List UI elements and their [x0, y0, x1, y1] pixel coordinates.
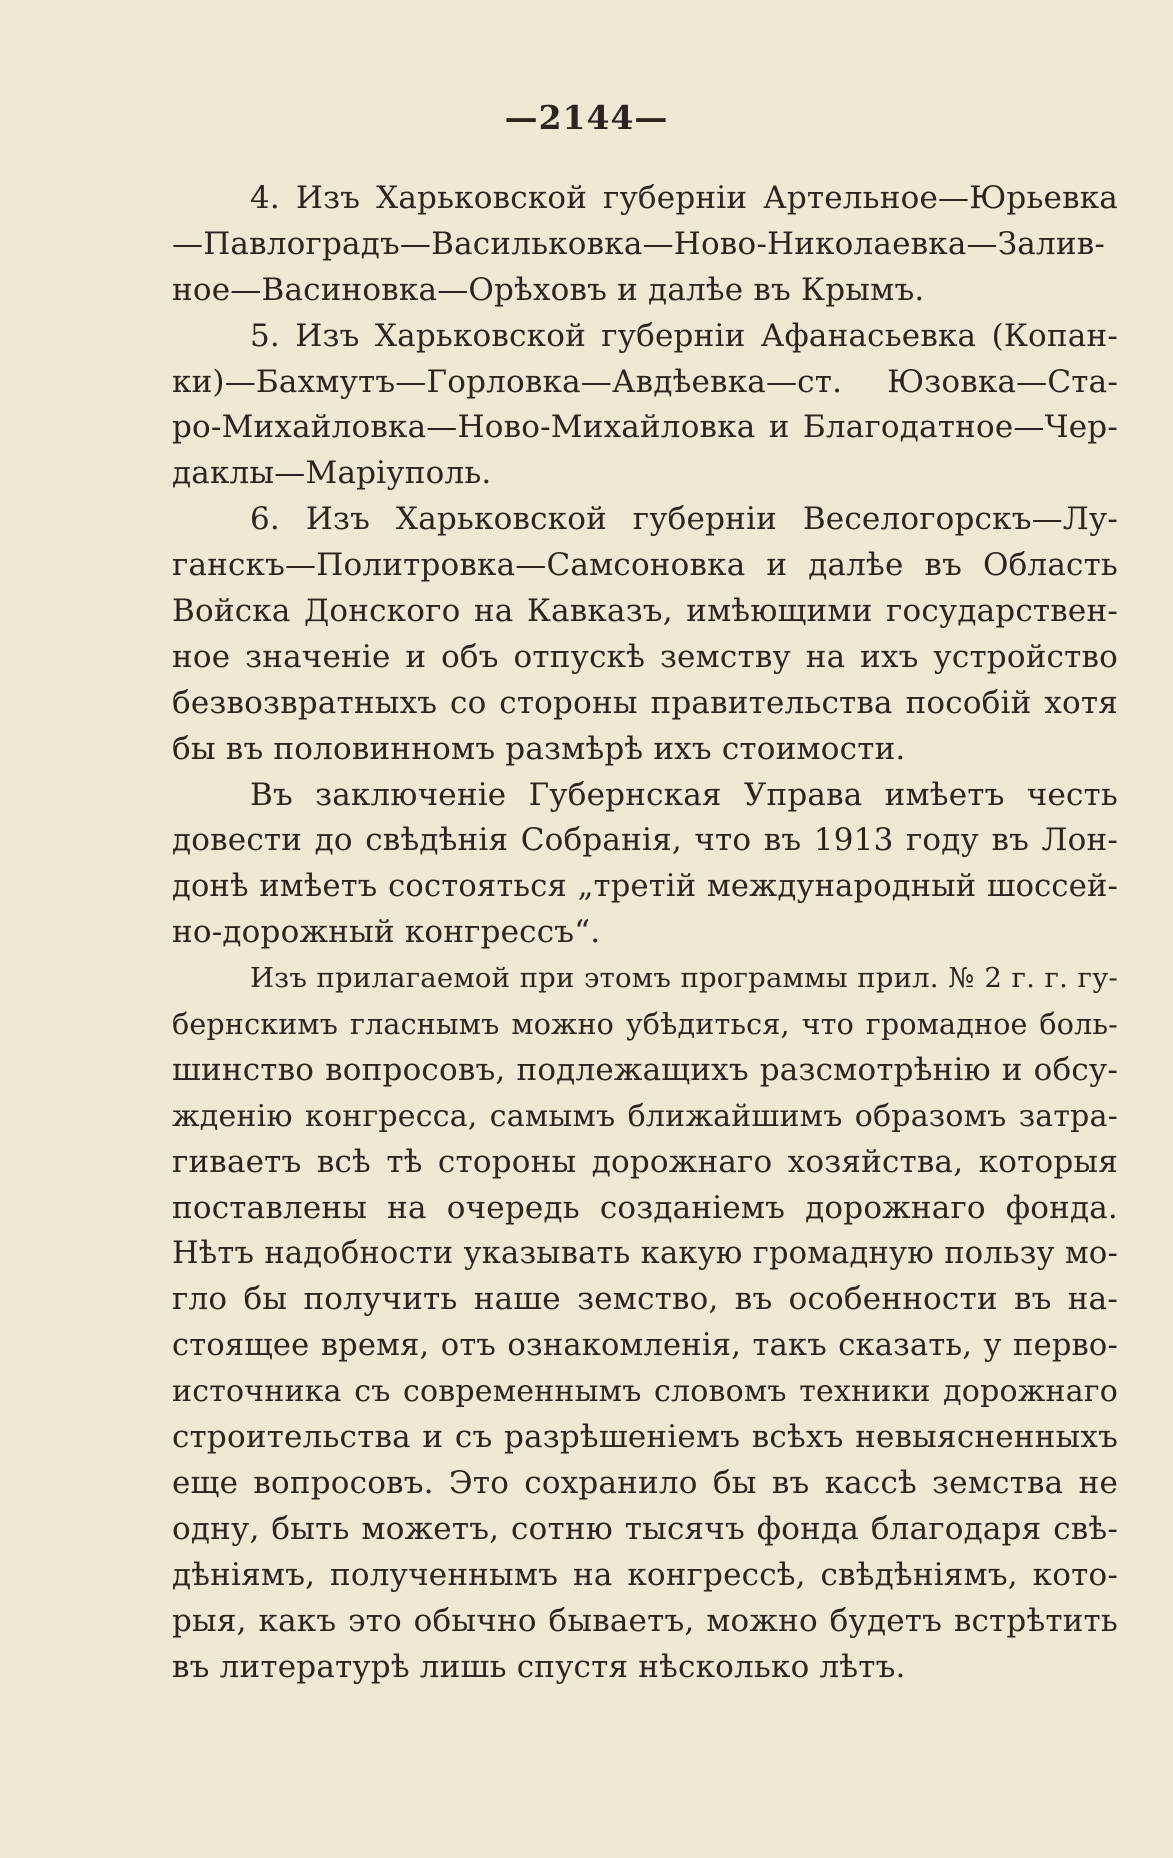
text-line: донѣ имѣетъ состояться „третій международный шоссей- [172, 869, 1118, 905]
text-line: ное—Васиновка—Орѣховъ и далѣе въ Крымъ. [172, 271, 925, 308]
text-line: дѣніямъ, полученнымъ на конгрессѣ, свѣдѣніямъ, кото- [172, 1556, 1118, 1593]
text-line: безвозвратныхъ со стороны правительства пособій хотя [172, 684, 1118, 721]
page-number: —2144— [504, 98, 669, 137]
text-line: жденію конгресса, самымъ ближайшимъ образомъ затра- [172, 1098, 1118, 1134]
body-text [172, 176, 1118, 1690]
text-line: еще вопросовъ. Это сохранило бы въ кассѣ земства не [172, 1464, 1118, 1501]
text-line: Войска Донского на Кавказъ, имѣющими государствен- [172, 593, 1118, 630]
text-line: 5. Изъ Харьковской губерніи Афанасьевка (Копан- [250, 317, 1118, 354]
text-line: —Павлоградъ—Васильковка—Ново-Николаевка—Залив- [172, 225, 1106, 262]
text-line: довести до свѣдѣнія Собранія, что въ 1913 году въ Лон- [172, 822, 1118, 859]
text-line: гло бы получить наше земство, въ особенности въ на- [172, 1281, 1118, 1318]
text-line: Нѣтъ надобности указывать какую громадную пользу мо- [172, 1236, 1118, 1272]
text-line: рыя, какъ это обычно бываетъ, можно будетъ встрѣтить [172, 1602, 1118, 1639]
text-line: шинство вопросовъ, подлежащихъ разсмотрѣнію и обсу- [172, 1051, 1118, 1088]
text-line: строительства и съ разрѣшеніемъ всѣхъ невыясненныхъ [172, 1419, 1118, 1456]
text-line: Въ заключеніе Губернская Управа имѣетъ честь [250, 776, 1118, 813]
text-line: даклы—Маріуполь. [172, 455, 492, 492]
text-line: одну, быть можетъ, сотню тысячъ фонда благодаря свѣ- [172, 1510, 1118, 1547]
text-line: 4. Изъ Харьковской губерніи Артельное—Юрьевка [250, 180, 1118, 216]
text-line: Изъ прилагаемой при этомъ программы прил. № 2 г. г. гу- [250, 962, 1118, 995]
text-line: поставлены на очередь созданіемъ дорожнаго фонда. [172, 1189, 1118, 1226]
text-line: ро-Михайловка—Ново-Михайловка и Благодатное—Чер- [172, 409, 1118, 446]
text-line: гиваетъ всѣ тѣ стороны дорожнаго хозяйства, которыя [172, 1143, 1118, 1180]
text-line: но-дорожный конгрессъ“. [172, 914, 601, 951]
text-line: ки)—Бахмутъ—Горловка—Авдѣевка—ст. Юзовка—Ста- [172, 363, 1118, 400]
text-line: бы въ половинномъ размѣрѣ ихъ стоимости. [172, 730, 906, 767]
text-line: ганскъ—Политровка—Самсоновка и далѣе въ Область [172, 547, 1118, 584]
text-line: въ литературѣ лишь спустя нѣсколько лѣтъ. [172, 1648, 906, 1685]
text-line: 6. Изъ Харьковской губерніи Веселогорскъ—Лу- [250, 501, 1118, 538]
text-line: ное значеніе и объ отпускѣ земству на ихъ устройство [172, 638, 1118, 675]
text-line: стоящее время, отъ ознакомленія, такъ сказать, у перво- [172, 1328, 1118, 1364]
text-line: источника съ современнымъ словомъ техники дорожнаго [172, 1374, 1118, 1410]
text-line: бернскимъ гласнымъ можно убѣдиться, что громадное боль- [172, 1008, 1118, 1042]
